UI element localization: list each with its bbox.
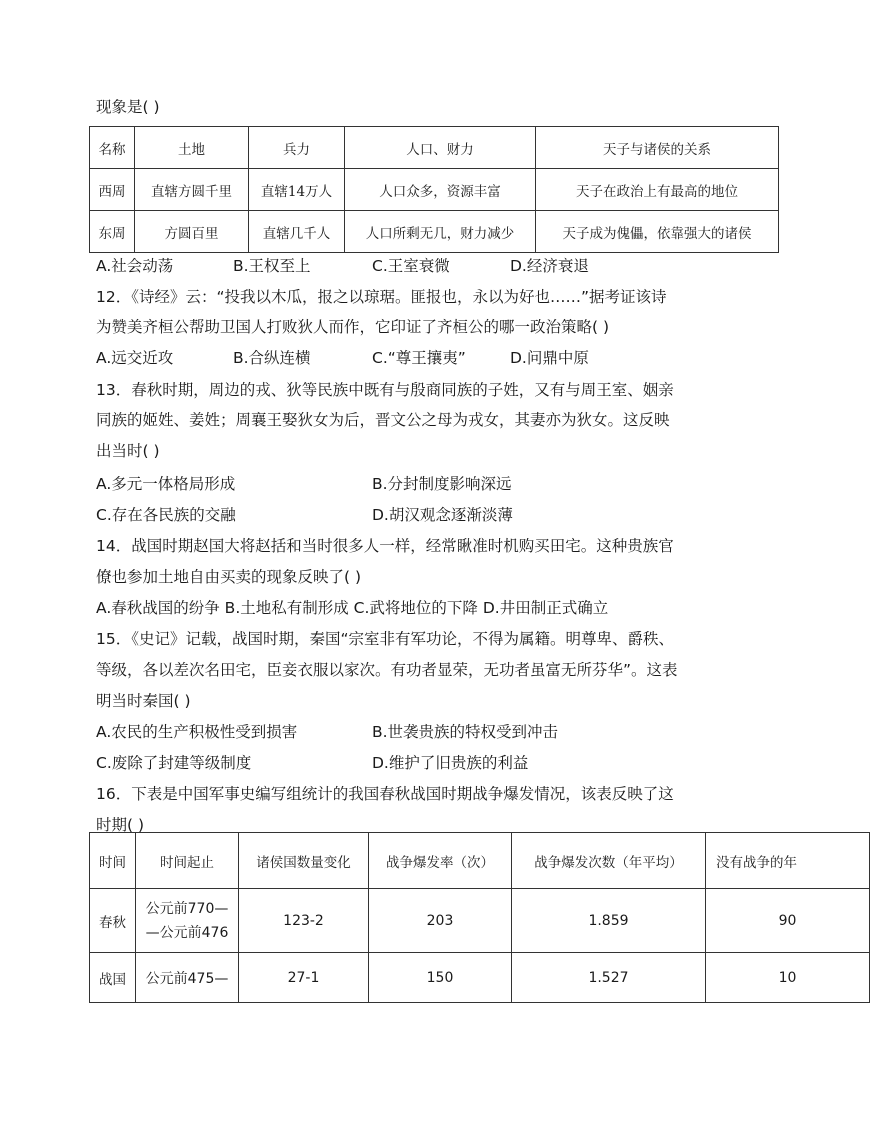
table-header-cell: 诸侯国数量变化	[239, 833, 369, 889]
option-b: B.分封制度影响深远	[372, 475, 512, 493]
table-cell: 直辖方圆千里	[135, 169, 249, 211]
question-16-line: 16．下表是中国军事史编写组统计的我国春秋战国时期战争爆发情况，该表反映了这	[96, 785, 674, 803]
table-cell: 西周	[90, 169, 135, 211]
question-13-line: 13．春秋时期，周边的戎、狄等民族中既有与殷商同族的子姓，又有与周王室、姻亲	[96, 381, 674, 399]
table-header-row	[90, 127, 779, 169]
table-header-cell: 战争爆发次数（年平均）	[512, 833, 706, 889]
option-a: A.远交近攻	[96, 349, 174, 367]
table-cell: 直辖几千人	[249, 211, 345, 253]
table-header-cell: 时间	[90, 833, 136, 889]
table-cell: 天子成为傀儡，依靠强大的诸侯	[536, 211, 779, 253]
question-14-options: A.春秋战国的纷争 B.土地私有制形成 C.武将地位的下降 D.井田制正式确立	[96, 599, 609, 617]
table-cell: 人口众多，资源丰富	[345, 169, 536, 211]
table-cell: 方圆百里	[135, 211, 249, 253]
question-15-line: 等级，各以差次名田宅，臣妾衣服以家次。有功者显荣，无功者虽富无所芬华”。这表	[96, 661, 678, 679]
option-c: C.王室衰微	[372, 257, 450, 275]
option-b: B.合纵连横	[233, 349, 311, 367]
table-header-cell: 没有战争的年	[706, 833, 870, 889]
table-row	[90, 953, 870, 1003]
table-cell: 直辖14万人	[249, 169, 345, 211]
option-d: D.经济衰退	[510, 257, 589, 275]
option-c: C.存在各民族的交融	[96, 506, 236, 524]
table-cell: 203	[369, 889, 512, 953]
table-header-cell: 时间起止	[136, 833, 239, 889]
table-cell: 90	[706, 889, 870, 953]
question-14-line: 僚也参加土地自由买卖的现象反映了( )	[96, 568, 362, 586]
table-cell: 10	[706, 953, 870, 1003]
question-13-line: 同族的姬姓、姜姓；周襄王娶狄女为后，晋文公之母为戎女，其妻亦为狄女。这反映	[96, 411, 670, 429]
table-cell: 公元前475—	[136, 953, 239, 1003]
option-c: C.“尊王攘夷”	[372, 349, 466, 367]
question-14-line: 14．战国时期赵国大将赵括和当时很多人一样，经常瞅准时机购买田宅。这种贵族官	[96, 537, 674, 555]
range-start: 公元前770—	[145, 900, 229, 917]
war-statistics-table	[89, 832, 870, 1003]
option-d: D.维护了旧贵族的利益	[372, 754, 529, 772]
table-row	[90, 211, 779, 253]
table-header-cell: 天子与诸侯的关系	[536, 127, 779, 169]
question-13-line: 出当时( )	[96, 442, 160, 460]
option-a: A.社会动荡	[96, 257, 174, 275]
table-cell: 1.527	[512, 953, 706, 1003]
table-row	[90, 169, 779, 211]
table-cell: 战国	[90, 953, 136, 1003]
option-a: A.农民的生产积极性受到损害	[96, 723, 298, 741]
comparison-table-zhou	[89, 126, 779, 253]
table-cell: 东周	[90, 211, 135, 253]
table-header-cell: 兵力	[249, 127, 345, 169]
option-d: D.问鼎中原	[510, 349, 589, 367]
question-12-line: 12．《诗经》云：“投我以木瓜，报之以琼琚。匪报也，永以为好也……”据考证该诗	[96, 288, 667, 306]
table-cell-range	[136, 889, 239, 953]
question-16-line: 时期( )	[96, 816, 145, 834]
table-cell: 春秋	[90, 889, 136, 953]
table-cell: 人口所剩无几，财力减少	[345, 211, 536, 253]
table-header-row	[90, 833, 870, 889]
range-end: —公元前476	[145, 924, 229, 941]
question-15-line: 明当时秦国( )	[96, 692, 191, 710]
option-c: C.废除了封建等级制度	[96, 754, 252, 772]
option-b: B.世袭贵族的特权受到冲击	[372, 723, 559, 741]
table-cell: 123-2	[239, 889, 369, 953]
table-header-cell: 土地	[135, 127, 249, 169]
table-cell: 天子在政治上有最高的地位	[536, 169, 779, 211]
question-11-stem-tail: 现象是( )	[96, 98, 160, 116]
table-header-cell: 名称	[90, 127, 135, 169]
option-b: B.王权至上	[233, 257, 311, 275]
table-cell: 1.859	[512, 889, 706, 953]
table-cell: 27-1	[239, 953, 369, 1003]
table-cell: 150	[369, 953, 512, 1003]
table-header-cell: 战争爆发率（次）	[369, 833, 512, 889]
option-a: A.多元一体格局形成	[96, 475, 236, 493]
table-header-cell: 人口、财力	[345, 127, 536, 169]
question-12-line: 为赞美齐桓公帮助卫国人打败狄人而作，它印证了齐桓公的哪一政治策略( )	[96, 318, 610, 336]
option-d: D.胡汉观念逐渐淡薄	[372, 506, 513, 524]
question-15-line: 15．《史记》记载，战国时期，秦国“宗室非有军功论，不得为属籍。明尊卑、爵秩、	[96, 630, 675, 648]
table-row	[90, 889, 870, 953]
